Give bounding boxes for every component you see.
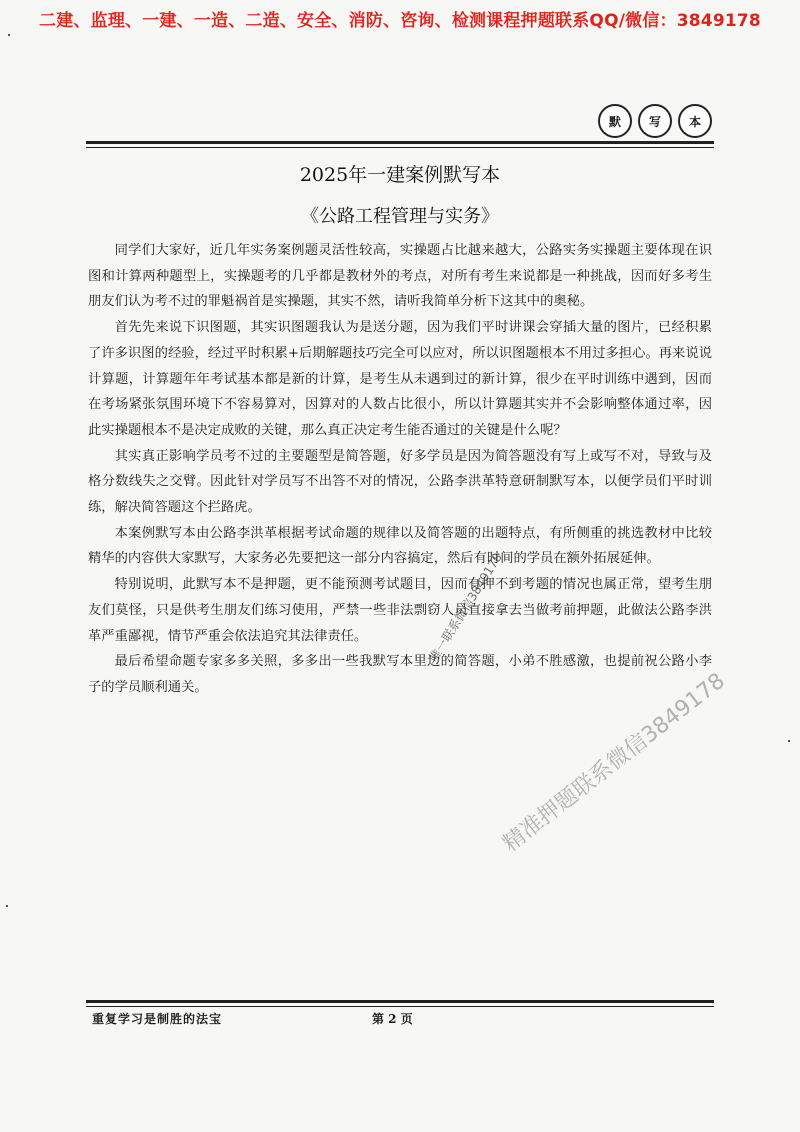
stamp-char-3: 本 bbox=[678, 104, 712, 138]
header-rule-thin bbox=[86, 147, 714, 148]
header-stamps bbox=[598, 104, 712, 138]
stamp-char-2: 写 bbox=[638, 104, 672, 138]
paragraph-closing: 最后希望命题专家多多关照，多多出一些我默写本里边的简答题，小弟不胜感激，也提前祝公路小李子的学员顺利通关。 bbox=[88, 654, 712, 695]
page-number: 第 2 页 bbox=[372, 1012, 413, 1026]
scan-speck bbox=[8, 34, 10, 36]
watermark-small: 唯一联系微信3849178 bbox=[426, 550, 505, 665]
top-promo-banner: 二建、监理、一建、一造、二造、安全、消防、咨询、检测课程押题联系QQ/微信：3849178 bbox=[39, 11, 761, 31]
scan-speck bbox=[6, 905, 8, 907]
watermark-large: 精准押题联系微信3849178 bbox=[498, 668, 730, 857]
footer-rule-thick bbox=[86, 1000, 714, 1003]
scan-speck bbox=[788, 740, 790, 742]
document-subtitle: 《公路工程管理与实务》 bbox=[301, 206, 499, 227]
stamp-char-1: 默 bbox=[598, 104, 632, 138]
document-title: 2025年一建案例默写本 bbox=[299, 164, 501, 186]
paragraph-intro: 同学们大家好，近几年实务案例题灵活性较高，实操题占比越来越大，公路实务实操题主要体现在识图和计算两种题型上，实操题考的几乎都是教材外的考点，对所有考生来说都是一种挑战，因而好多考生朋友们认为考不过的罪魁祸首是实操题，其实不然，请听我简单分析下这其中的奥秘。 bbox=[88, 243, 712, 310]
document-body bbox=[88, 238, 712, 701]
paragraph-analysis: 首先先来说下识图题，其实识图题我认为是送分题，因为我们平时讲课会穿插大量的图片，已经积累了许多识图的经验，经过平时积累+后期解题技巧完全可以应对，所以识图题根本不用过多担心。再来说说计算题，计算题年年考试基本都是新的计算，是考生从未遇到过的新计算，很少在平时训练中遇到，因而在考场紧张氛围环境下不容易算对，因算对的人数占比很小，所以计算题其实并不会影响整体通过率，因此实操题根本不是决定成败的关键，那么真正决定考生能否通过的关键是什么呢？ bbox=[88, 320, 712, 438]
paragraph-short-answer: 其实真正影响学员考不过的主要题型是简答题，好多学员是因为简答题没有写上或写不对，导致与及格分数线失之交臂。因此针对学员写不出答不对的情况，公路李洪革特意研制默写本，以便学员们平时训练，解决简答题这个拦路虎。 bbox=[88, 448, 712, 516]
footer-rule-thin bbox=[86, 1006, 714, 1007]
header-rule-thick bbox=[86, 141, 714, 144]
paragraph-disclaimer: 特别说明，此默写本不是押题，更不能预测考试题目，因而有押不到考题的情况也属正常，望考生朋友们莫怪，只是供考生朋友们练习使用，严禁一些非法剽窃人员直接拿去当做考前押题，此做法公路李洪革严重鄙视，情节严重会依法追究其法律责任。 bbox=[88, 577, 712, 644]
paragraph-content: 本案例默写本由公路李洪革根据考试命题的规律以及简答题的出题特点，有所侧重的挑选教材中比较精华的内容供大家默写，大家务必先要把这一部分内容搞定，然后有时间的学员在额外拓展延伸。 bbox=[88, 525, 712, 567]
footer-motto: 重复学习是制胜的法宝 bbox=[92, 1012, 223, 1026]
